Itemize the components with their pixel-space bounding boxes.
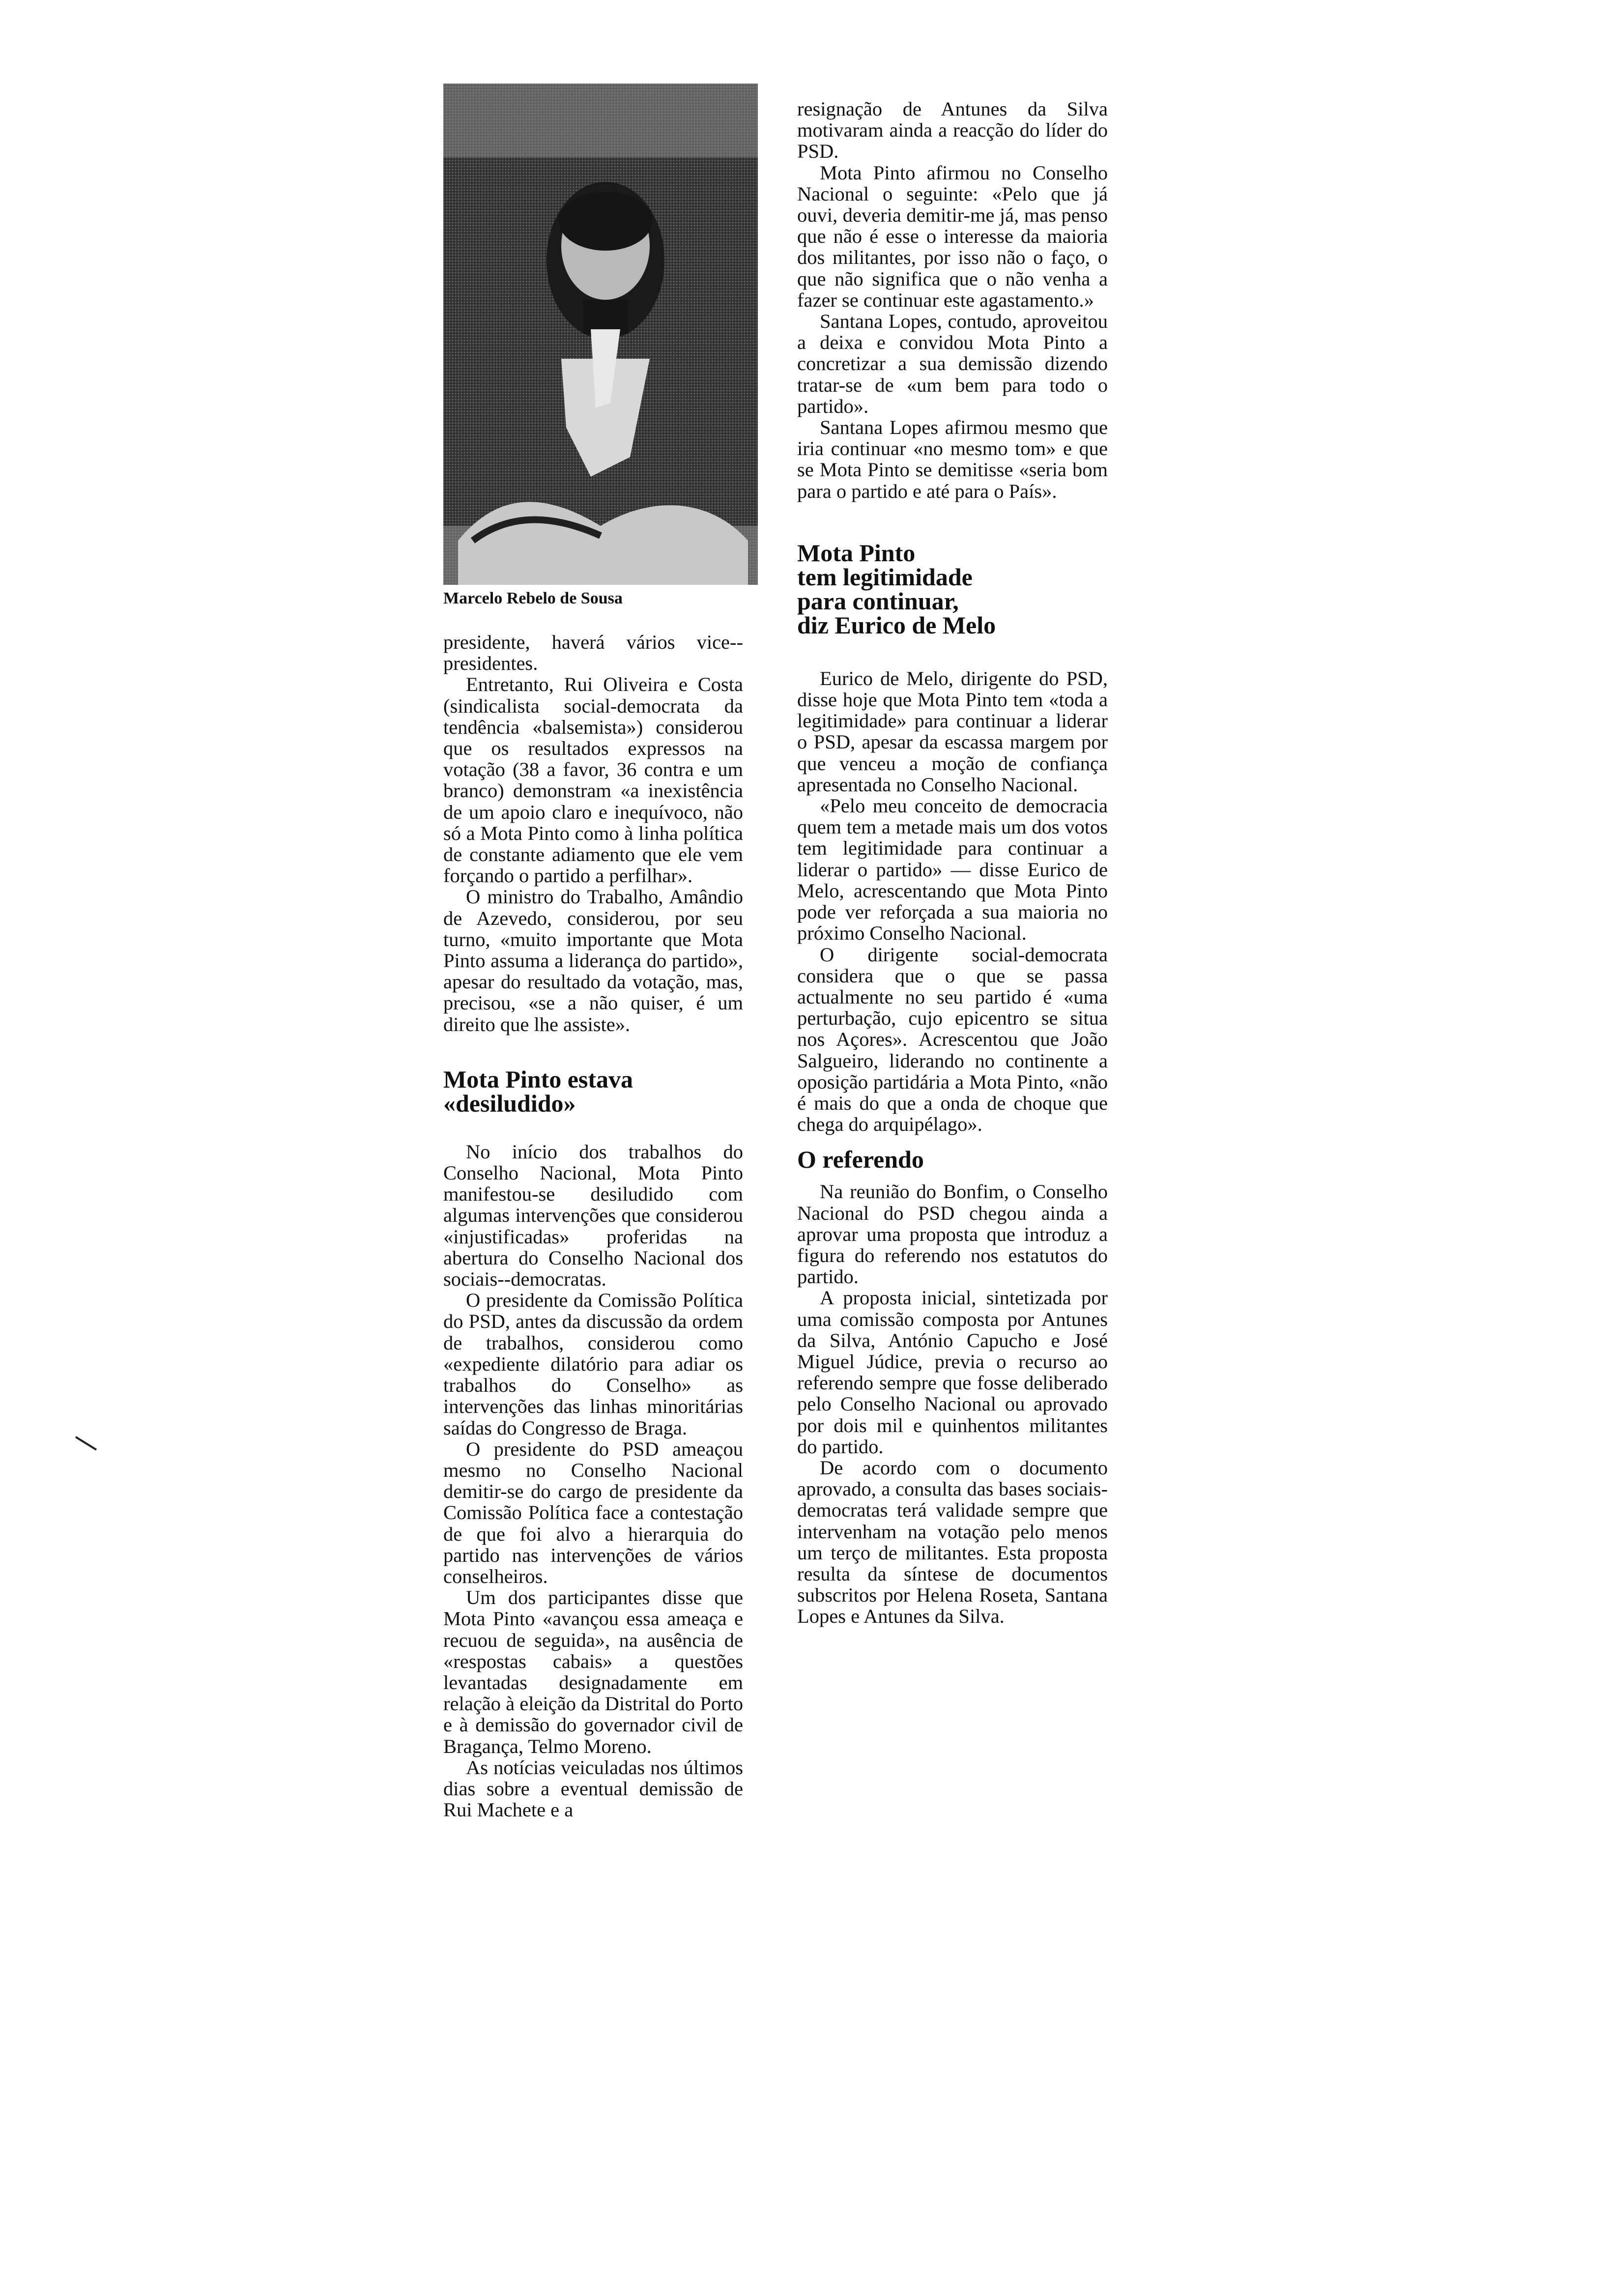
heading-line: diz Eurico de Melo [797, 611, 996, 639]
left-column [443, 631, 743, 1820]
section-heading [443, 1067, 743, 1116]
heading-line: «desiludido» [443, 1089, 576, 1117]
paragraph: Na reunião do Bonfim, o Conselho Nacional do PSD chegou ainda a aprovar uma proposta que introduz a figura do referendo nos estatutos do partido. [797, 1180, 1108, 1288]
paragraph: resignação de Antunes da Silva motivaram ainda a reacção do líder do PSD. [797, 98, 1108, 163]
heading-line: tem legitimidade [797, 563, 973, 591]
paragraph: Mota Pinto afirmou no Conselho Nacional o seguinte: «Pelo que já ouvi, deveria demitir-me já, mas penso que não é esse o interesse da maioria dos militantes, por isso não o faço, o que não significa que o não venha a fazer se continuar este agastamento.» [797, 161, 1108, 311]
heading-line: para continuar, [797, 587, 959, 615]
heading-line: Mota Pinto estava [443, 1065, 633, 1093]
section-heading [797, 541, 1108, 637]
right-column [797, 98, 1108, 1627]
heading-line: Mota Pinto [797, 539, 916, 567]
paragraph: Eurico de Melo, dirigente do PSD, disse hoje que Mota Pinto tem «toda a legitimidade» para continuar a liderar o PSD, apesar da escassa margem por que venceu a moção de confiança apresentada no Conselho Nacional. [797, 667, 1108, 796]
paragraph: Um dos participantes disse que Mota Pinto «avançou essa ameaça e recuou de seguida», na ausência de «respostas cabais» a questões levantadas designadamente em relação à eleição da Distrital do Porto e à demissão do governador civil de Bragança, Telmo Moreno. [443, 1586, 743, 1757]
paragraph: Entretanto, Rui Oliveira e Costa (sindicalista social-democrata da tendência «balsemista») considerou que os resultados expressos na votação (38 a favor, 36 contra e um branco) demonstram «a inexistência de um apoio claro e inequívoco, não só a Mota Pinto como à linha política de constante adiamento que ele vem forçando o partido a perfilhar». [443, 673, 743, 887]
section-heading: O referendo [797, 1146, 924, 1174]
paragraph: O presidente do PSD ameaçou mesmo no Conselho Nacional demitir-se do cargo de presidente da Comissão Política face a contestação de que foi alvo a hierarquia do partido nas intervenções de vários conselheiros. [443, 1437, 743, 1587]
portrait-photo [443, 84, 758, 585]
paragraph: A proposta inicial, sintetizada por uma comissão composta por Antunes da Silva, António Capucho e José Miguel Júdice, previa o recurso ao referendo sempre que fosse deliberado pelo Conselho Nacional ou aprovado por dois mil e quinhentos militantes do partido. [797, 1287, 1108, 1458]
paragraph: Santana Lopes afirmou mesmo que iria continuar «no mesmo tom» e que se Mota Pinto se demitisse «seria bom para o partido e até para o País». [797, 416, 1108, 502]
photo-caption: Marcelo Rebelo de Sousa [443, 589, 623, 607]
paragraph: De acordo com o documento aprovado, a consulta das bases sociais-democratas terá validade sempre que intervenham na votação pelo menos um terço de militantes. Esta proposta resulta da síntese de documentos subscritos por Helena Roseta, Santana Lopes e Antunes da Silva. [797, 1456, 1108, 1628]
paragraph: O ministro do Trabalho, Amândio de Azevedo, considerou, por seu turno, «muito importante que Mota Pinto assuma a liderança do partido», apesar do resultado da votação, mas, precisou, «se a não quiser, é um direito que lhe assiste». [443, 886, 743, 1035]
paragraph: No início dos trabalhos do Conselho Nacional, Mota Pinto manifestou-se desiludido com algumas intervenções que considerou «injustificadas» proferidas na abertura do Conselho Nacional dos sociais--democratas. [443, 1140, 743, 1291]
paragraph: «Pelo meu conceito de democracia quem tem a metade mais um dos votos tem legitimidade para continuar a liderar o partido» — disse Eurico de Melo, acrescentando que Mota Pinto pode ver reforçada a sua maioria no próximo Conselho Nacional. [797, 795, 1108, 945]
paragraph: presidente, haverá vários vice--presidentes. [443, 631, 743, 675]
paragraph: Santana Lopes, contudo, aproveitou a deixa e convidou Mota Pinto a concretizar a sua demissão dizendo tratar-se de «um bem para todo o partido». [797, 310, 1108, 417]
paragraph: O dirigente social-democrata considera que o que se passa actualmente no seu partido é «uma perturbação, cujo epicentro se situa nos Açores». Acrescentou que João Salgueiro, liderando no continente a oposição partidária a Mota Pinto, «não é mais do que a onda de choque que chega do arquipélago». [797, 943, 1108, 1136]
paragraph: As notícias veiculadas nos últimos dias sobre a eventual demissão de Rui Machete e a [443, 1756, 743, 1821]
portrait-image [443, 84, 758, 585]
scan-speck [74, 1435, 103, 1455]
paragraph: O presidente da Comissão Política do PSD, antes da discussão da ordem de trabalhos, considerou como «expediente dilatório para adiar os trabalhos do Conselho» as intervenções das linhas minoritárias saídas do Congresso de Braga. [443, 1289, 743, 1439]
